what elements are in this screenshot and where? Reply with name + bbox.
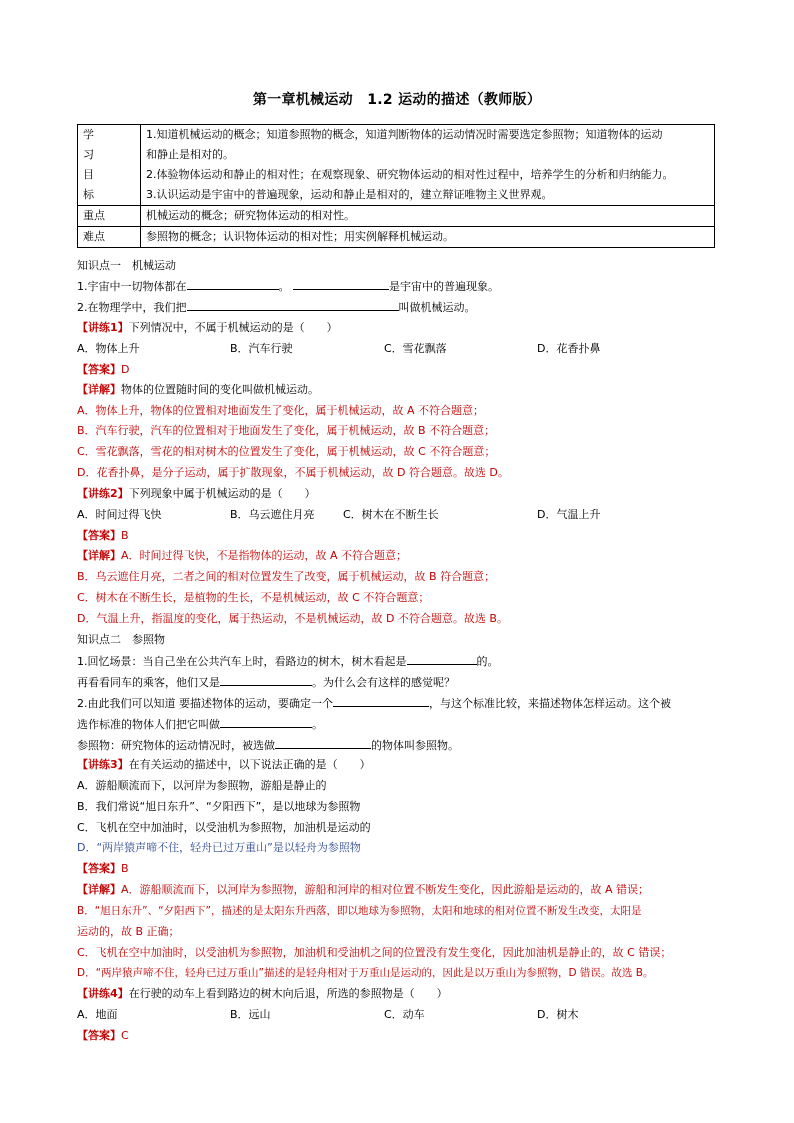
ex2-detail-d: D．气温上升，指温度的变化，属于热运动，不是机械运动，故 D 不符合题意。故选 B。: [77, 612, 508, 625]
objectives-table: [77, 124, 715, 248]
ex3-question: 【讲练3】在有关运动的描述中，以下说法正确的是（ ）: [77, 758, 371, 771]
ex4-question: 【讲练4】在行驶的动车上看到路边的树木向后退，所选的参照物是（ ）: [77, 987, 448, 1000]
page-title: 第一章机械运动 1.2 运动的描述（教师版）: [252, 92, 542, 108]
objectives-row: [78, 125, 715, 206]
ex1-option-d: D．花香扑鼻: [537, 342, 601, 355]
ex1-option-b: B．汽车行驶: [230, 342, 293, 355]
difficulty-text: 参照物的概念；认识物体运动的相对性；用实例解释机械运动。: [141, 227, 715, 248]
fill-blank[interactable]: [220, 674, 312, 686]
ex1-option-c: C．雪花飘落: [384, 342, 447, 355]
kp1-q2: 2.在物理学中，我们把 叫做机械运动。: [77, 301, 476, 314]
ex4-option-c: C．动车: [384, 1008, 425, 1021]
ex1-detail-b: B．汽车行驶，汽车的位置相对于地面发生了变化，属于机械运动，故 B 不符合题意；: [77, 424, 496, 437]
ex1-detail-a: A．物体上升，物体的位置相对地面发生了变化，属于机械运动，故 A 不符合题意；: [77, 404, 485, 417]
ex3-option-d: D．“两岸猿声啼不住，轻舟已过万重山”是以轻舟为参照物: [77, 841, 361, 854]
ex2-answer: 【答案】B: [77, 529, 129, 542]
fill-blank[interactable]: [407, 653, 477, 665]
difficulty-label: 难点: [78, 227, 141, 248]
ex3-option-b: B．我们常说“旭日东升”、“夕阳西下”，是以地球为参照物: [77, 800, 361, 813]
fill-blank[interactable]: [333, 695, 429, 707]
kp2-line5: 参照物：研究物体的运动情况时，被选做 的物体叫参照物。: [77, 739, 459, 752]
ex2-detail-b: B．乌云遮住月亮，二者之间的相对位置发生了改变，属于机械运动，故 B 符合题意；: [77, 570, 496, 583]
fill-blank[interactable]: [187, 299, 399, 311]
ex1-option-a: A．物体上升: [77, 342, 140, 355]
ex3-detail-c: C．飞机在空中加油时，以受油机为参照物，加油机和受油机之间的位置没有发生变化，因此加油机是静止的，故 C 错误；: [77, 946, 672, 959]
ex1-detail: 【详解】物体的位置随时间的变化叫做机械运动。: [77, 383, 319, 396]
kp2-line2: 再看看同车的乘客，他们又是 。为什么会有这样的感觉呢？: [77, 676, 455, 689]
ex1-detail-d: D．花香扑鼻，是分子运动，属于扩散现象，不属于机械运动，故 D 符合题意。故选 D。: [77, 466, 509, 479]
fill-blank[interactable]: [293, 278, 389, 290]
kp2-line4: 选作标准的物体人们把它叫做 。: [77, 718, 323, 731]
ex2-option-d: D．气温上升: [537, 508, 601, 521]
kp2-line1: 1.回忆场景：当自己坐在公共汽车上时，看路边的树木，树木看起是 的。: [77, 655, 499, 668]
ex3-detail-d: D．“两岸猿声啼不住，轻舟已过万重山”描述的是轻舟相对于万重山是运动的，因此是以万重山为参照物，D 错误。故选 B。: [77, 967, 654, 979]
key-point-text: 机械运动的概念；研究物体运动的相对性。: [141, 206, 715, 227]
ex3-option-a: A．游船顺流而下，以河岸为参照物，游船是静止的: [77, 779, 327, 792]
difficulty-row: [78, 227, 715, 248]
ex2-option-b: B．乌云遮住月亮: [230, 508, 315, 521]
objectives-content: 1.知道机械运动的概念；知道参照物的概念，知道判断物体的运动情况时需要选定参照物；知道物体的运动 和静止是相对的。 2.体验物体运动和静止的相对性；在观察现象、研究物体运动的相对性过程中，培养学生的分析和归纳能力。 3.认识运动是宇宙中的普遍现象，运动和静止是相对的，建立辩证唯物主义世界观。: [141, 125, 715, 206]
kp2-heading: 知识点二 参照物: [77, 633, 165, 646]
fill-blank[interactable]: [187, 278, 279, 290]
objectives-label: 学 习 目 标: [78, 125, 141, 206]
ex4-option-b: B．远山: [230, 1008, 271, 1021]
ex2-detail-a: 【详解】A．时间过得飞快，不是指物体的运动，故 A 不符合题意；: [77, 549, 408, 562]
fill-blank[interactable]: [220, 716, 312, 728]
ex3-answer: 【答案】B: [77, 862, 129, 875]
ex2-option-c: C．树木在不断生长: [343, 508, 439, 521]
ex3-option-c: C．飞机在空中加油时，以受油机为参照物，加油机是运动的: [77, 821, 371, 834]
ex4-option-a: A．地面: [77, 1008, 118, 1021]
key-point-row: [78, 206, 715, 227]
ex2-question: 【讲练2】下列现象中属于机械运动的是（ ）: [77, 487, 316, 500]
ex1-question: 【讲练1】下列情况中，不属于机械运动的是（ ）: [77, 321, 338, 334]
ex1-answer: 【答案】D: [77, 363, 130, 376]
key-point-label: 重点: [78, 206, 141, 227]
ex2-option-a: A．时间过得飞快: [77, 508, 162, 521]
fill-blank[interactable]: [275, 737, 371, 749]
kp1-heading: 知识点一 机械运动: [77, 259, 176, 272]
ex3-detail-b: B．“旭日东升”、“夕阳西下”，描述的是太阳东升西落，即以地球为参照物，太阳和地球的相对位置不断发生改变，太阳是: [77, 905, 642, 917]
ex2-detail-c: C．树木在不断生长，是植物的生长，不是机械运动，故 C 不符合题意；: [77, 591, 430, 604]
ex3-detail-b-cont: 运动的，故 B 正确；: [77, 925, 180, 938]
kp2-line3: 2.由此我们可以知道 要描述物体的运动，要确定一个 ，与这个标准比较，来描述物体怎样运动。这个被: [77, 697, 671, 710]
kp1-q1: 1.宇宙中一切物体都在 。 是宇宙中的普遍现象。: [77, 280, 499, 293]
ex4-option-d: D．树木: [537, 1008, 579, 1021]
ex4-answer: 【答案】C: [77, 1029, 129, 1042]
ex3-detail-a: 【详解】A．游船顺流而下，以河岸为参照物，游船和河岸的相对位置不断发生变化，因此游船是运动的，故 A 错误；: [77, 883, 650, 896]
ex1-detail-c: C．雪花飘落，雪花的相对树木的位置发生了变化，属于机械运动，故 C 不符合题意；: [77, 445, 496, 458]
